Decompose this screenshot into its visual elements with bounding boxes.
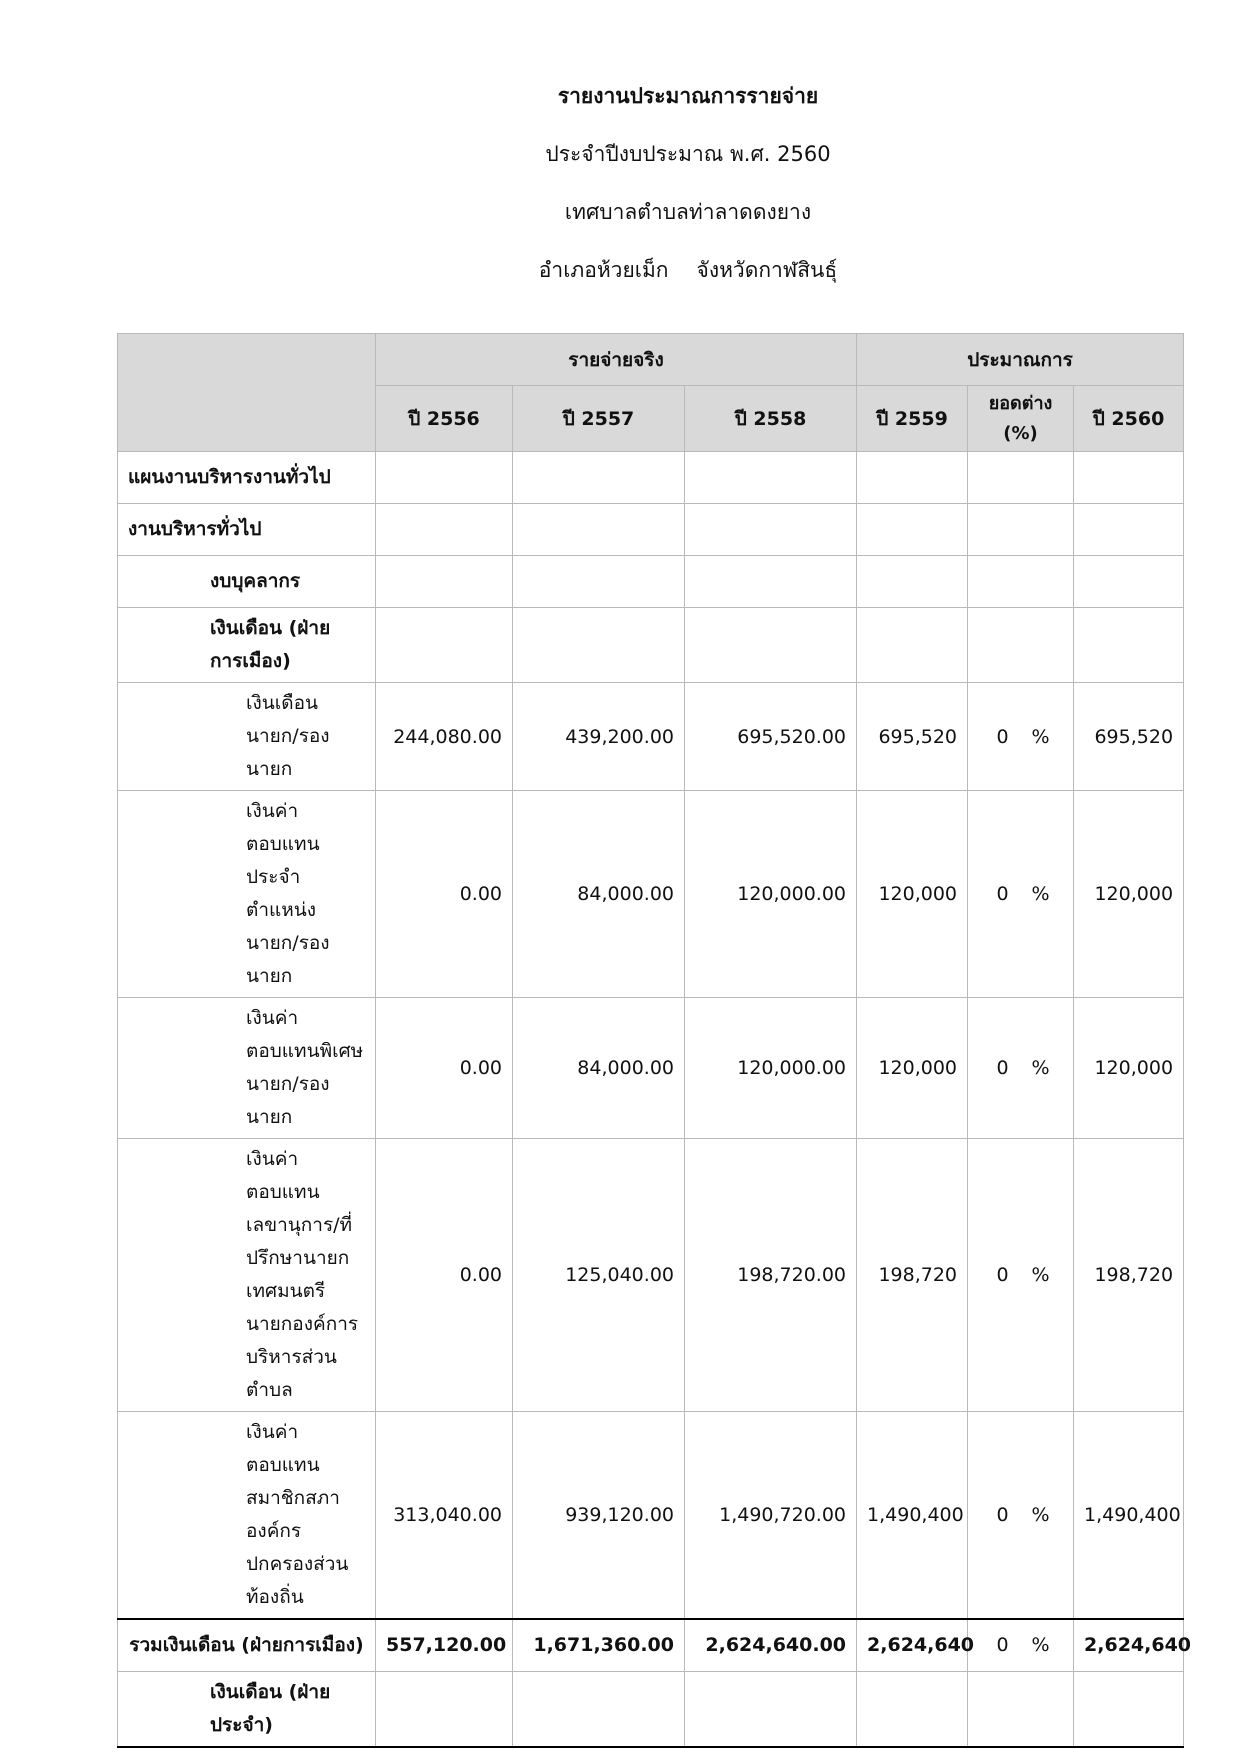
cell-2556: 0.00 — [376, 1139, 513, 1412]
cell-2559: 120,000 — [857, 791, 968, 998]
cell-2558: 120,000.00 — [685, 998, 857, 1139]
cell-2560: 695,520 — [1074, 683, 1184, 791]
row-label: งบบุคลากร — [118, 556, 376, 608]
district-name: อำเภอห้วยเม็ก — [538, 258, 669, 282]
cell-2559: 198,720 — [857, 1139, 968, 1412]
col-header-diff-pct: ยอดต่าง (%) — [968, 386, 1074, 452]
row-label: เงินค่าตอบแทนสมาชิกสภาองค์กรปกครองส่วนท้องถิ่น — [118, 1412, 376, 1620]
row-label: เงินค่าตอบแทนพิเศษนายก/รองนายก — [118, 998, 376, 1139]
row-label: แผนงานบริหารงานทั่วไป — [118, 452, 376, 504]
table-row — [118, 1412, 1184, 1620]
cell-2557: 84,000.00 — [513, 998, 685, 1139]
cell-2560: 1,490,400 — [1074, 1412, 1184, 1620]
header-estimate-group: ประมาณการ — [857, 334, 1184, 386]
cell-2559: 120,000 — [857, 998, 968, 1139]
cell-2556: 244,080.00 — [376, 683, 513, 791]
col-header-2559: ปี 2559 — [857, 386, 968, 452]
budget-table — [117, 333, 1192, 1748]
row-label: เงินเดือน (ฝ่ายประจำ) — [118, 1671, 376, 1747]
location-line — [539, 254, 837, 287]
cell-2557: 84,000.00 — [513, 791, 685, 998]
cell-diff-pct: 0 % — [968, 791, 1074, 998]
cell-2557: 939,120.00 — [513, 1412, 685, 1620]
province-name: จังหวัดกาฬสินธุ์ — [696, 258, 838, 282]
col-header-2556: ปี 2556 — [376, 386, 513, 452]
table-row — [118, 608, 1184, 683]
total-diff-pct: 0 % — [968, 1619, 1074, 1671]
organization-name: เทศบาลตำบลท่าลาดดงยาง — [564, 200, 812, 224]
total-2558: 2,624,640.00 — [685, 1619, 857, 1671]
total-2560: 2,624,640 — [1074, 1619, 1184, 1671]
total-row — [118, 1619, 1184, 1671]
cell-diff-pct: 0 % — [968, 1139, 1074, 1412]
cell-2556: 0.00 — [376, 998, 513, 1139]
header-actual-group: รายจ่ายจริง — [376, 334, 857, 386]
cell-2556: 313,040.00 — [376, 1412, 513, 1620]
cell-diff-pct: 0 % — [968, 683, 1074, 791]
total-2557: 1,671,360.00 — [513, 1619, 685, 1671]
cell-2558: 120,000.00 — [685, 791, 857, 998]
total-2556: 557,120.00 — [376, 1619, 513, 1671]
header-item-blank — [118, 334, 376, 452]
col-header-2560: ปี 2560 — [1074, 386, 1184, 452]
table-row — [118, 683, 1184, 791]
cell-2558: 695,520.00 — [685, 683, 857, 791]
cell-diff-pct: 0 % — [968, 1412, 1074, 1620]
cell-2558: 1,490,720.00 — [685, 1412, 857, 1620]
row-label: เงินเดือนนายก/รองนายก — [118, 683, 376, 791]
header-row-groups — [118, 334, 1184, 386]
table-row — [118, 504, 1184, 556]
cell-2557: 125,040.00 — [513, 1139, 685, 1412]
table-row — [118, 1139, 1184, 1412]
cell-2559: 1,490,400 — [857, 1412, 968, 1620]
report-title: รายงานประมาณการรายจ่าย — [557, 84, 819, 108]
cell-2560: 120,000 — [1074, 998, 1184, 1139]
cell-2559: 695,520 — [857, 683, 968, 791]
total-label: รวมเงินเดือน (ฝ่ายการเมือง) — [118, 1619, 376, 1671]
row-label: งานบริหารทั่วไป — [118, 504, 376, 556]
table-row — [118, 998, 1184, 1139]
table-row — [118, 1671, 1184, 1747]
col-header-2557: ปี 2557 — [513, 386, 685, 452]
row-label: เงินค่าตอบแทนประจำตำแหน่งนายก/รองนายก — [118, 791, 376, 998]
cell-2558: 198,720.00 — [685, 1139, 857, 1412]
table-row — [118, 556, 1184, 608]
cell-2560: 198,720 — [1074, 1139, 1184, 1412]
row-label: เงินเดือน (ฝ่ายการเมือง) — [118, 608, 376, 683]
cell-2560: 120,000 — [1074, 791, 1184, 998]
fiscal-year: ประจำปีงบประมาณ พ.ศ. 2560 — [545, 142, 831, 166]
total-2559: 2,624,640 — [857, 1619, 968, 1671]
col-header-2558: ปี 2558 — [685, 386, 857, 452]
table-row — [118, 791, 1184, 998]
row-label: เงินค่าตอบแทนเลขานุการ/ที่ปรึกษานายกเทศมนตรี นายกองค์การบริหารส่วนตำบล — [118, 1139, 376, 1412]
cell-diff-pct: 0 % — [968, 998, 1074, 1139]
cell-2557: 439,200.00 — [513, 683, 685, 791]
cell-2556: 0.00 — [376, 791, 513, 998]
table-row — [118, 452, 1184, 504]
